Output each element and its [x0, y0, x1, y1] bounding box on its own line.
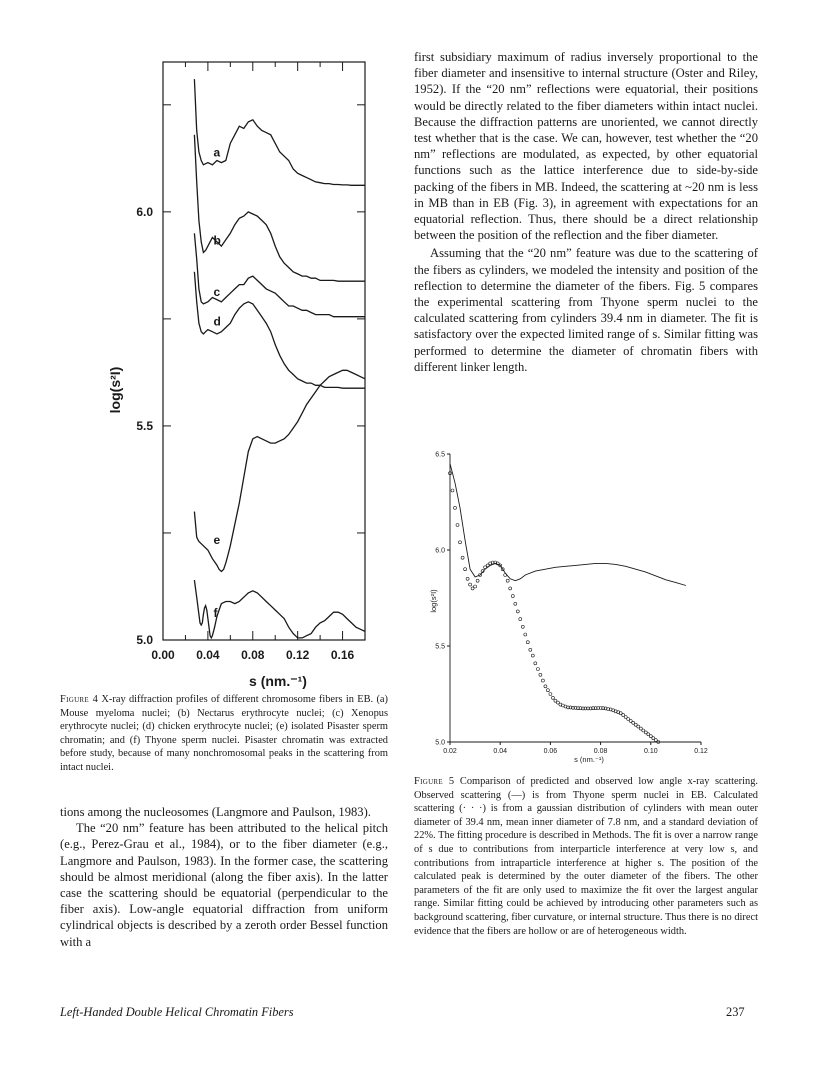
- figure-4-x-tick-label: 0.12: [285, 648, 310, 662]
- figure-4-axes: [136, 62, 365, 662]
- figure-5-calculated-point: [544, 685, 547, 688]
- figure-5-calculated-point: [541, 679, 544, 682]
- figure-5-curves: [449, 464, 686, 744]
- figure-5-calculated-point: [539, 673, 542, 676]
- figure-4-label-e: e: [213, 533, 221, 548]
- figure-5-calculated-point: [461, 556, 464, 559]
- figure-4-label-f: f: [213, 605, 218, 620]
- figure-5-calculated-point: [476, 579, 479, 582]
- figure-5-calculated-point: [469, 583, 472, 586]
- figure-4-caption-text: X-ray diffraction profiles of different chromosome fibers in EB. (a) Mouse myeloma nuclei; (b) Nectarus erythrocyte nuclei; (c) Xenopus erythrocyte nuclei; (d) chicken erythrocyte nuclei; (e) isolated Pisaster sperm chromatin; and (f) Thyone sperm nuclei. Pisaster chromatin was extracted before study, because of many nonchromosomal peaks in the scattering from intact nuclei.: [60, 694, 389, 773]
- figure-5-calculated-point: [466, 577, 469, 580]
- figure-5-calculated-point: [521, 625, 524, 628]
- figure-5-caption-text: Comparison of predicted and observed low angle x-ray scattering. Observed scattering (—) is from Thyone sperm nuclei in EB. Calculated scattering (· · ·) is from a gaussian distribution of cylinders with mean outer diameter of 39.4 nm, mean inner diameter of 7.8 nm, and a standard deviation of 22%. The fitting procedure is described in Methods. The fit is over a narrow range of s due to contributions from interparticle interference at very low s, and contributions from intraparticle interference at higher s. The position of the calculated peak is determined by the outer diameter of the fibers. The other parameters of the fit are only used to maximize the fit over the largest angular range. Similar fitting could be achieved by introducing other parameters such as background scattering, fiber curvature, or internal structure. Thus there is no direct evidence that the fibers are hollow or are of heterogeneous width.: [414, 776, 759, 937]
- figure-5-x-tick-label: 0.08: [593, 748, 608, 755]
- figure-5-caption: [414, 775, 758, 938]
- figure-4-x-tick-label: 0.00: [151, 648, 175, 662]
- figure-5-calculated-point: [534, 662, 537, 665]
- figure-4-x-tick-label: 0.16: [330, 648, 355, 662]
- figure-5-calculated-point: [474, 585, 477, 588]
- figure-5-caption-label: Figure 5: [414, 776, 455, 787]
- figure-5-calculated-point: [516, 610, 519, 613]
- figure-5-calculated-point: [504, 574, 507, 577]
- figure-5-calculated-point: [546, 689, 549, 692]
- figure-5-observed-curve: [450, 464, 686, 586]
- figure-4-curve-f: [194, 580, 365, 638]
- figure-4-y-tick-label: 6.0: [136, 204, 153, 219]
- figure-4-y-tick-label: 5.0: [136, 633, 153, 647]
- page-number: 237: [726, 1005, 745, 1019]
- figure-4-label-a: a: [213, 145, 221, 160]
- figure-4-label-d: d: [213, 314, 221, 329]
- figure-5-calculated-point: [514, 602, 517, 605]
- left-column-text: [60, 804, 388, 950]
- figure-5-calculated-point: [551, 696, 554, 699]
- figure-4-chart: [100, 50, 385, 690]
- figure-5-calculated-point: [454, 506, 457, 509]
- figure-4-xlabel: s (nm.⁻¹): [249, 673, 307, 689]
- figure-5-y-tick-label: 6.0: [435, 547, 445, 555]
- figure-5-calculated-point: [536, 668, 539, 671]
- running-title: Left-Handed Double Helical Chromatin Fibers: [60, 1005, 294, 1019]
- figure-4-y-tick-label: 5.5: [136, 418, 153, 433]
- figure-4-label-b: b: [213, 233, 221, 248]
- figure-5-calculated-point: [511, 595, 514, 598]
- figure-4-curve-labels: [214, 146, 221, 620]
- left-paragraph-1: tions among the nucleosomes (Langmore and Paulson, 1983).: [60, 805, 371, 819]
- figure-5-calculated-point: [464, 568, 467, 571]
- figure-5-calculated-point: [531, 654, 534, 657]
- figure-5-y-tick-label: 5.5: [435, 643, 445, 651]
- figure-5-y-tick-label: 6.5: [435, 451, 445, 459]
- figure-5-calculated-point: [509, 587, 512, 590]
- figure-4-caption-label: Figure 4: [60, 694, 99, 705]
- figure-4-x-tick-label: 0.08: [241, 648, 265, 662]
- figure-4-ylabel: log(s²I): [107, 366, 123, 414]
- figure-5-calculated-point: [529, 648, 532, 651]
- figure-4-curves: [194, 79, 365, 638]
- figure-5-calculated-point: [524, 633, 527, 636]
- right-paragraph-1: first subsidiary maximum of radius inversely proportional to the fiber diameter and insensitive to internal structure (Oster and Riley, 1952). If the “20 nm” reflections were equatorial, their positions would be directly related to the fiber diameters within intact nuclei. Because the diffraction patterns are unoriented, we cannot directly test whether that is the case. We can, however, test whether the “20 nm” reflections are modulated, as expected, by other equatorial functions such as the lattice interference due to side-by-side packing of the fibers in MB. Indeed, the scattering at ~20 nm is less in MB than in EB (Fig. 3), in agreement with expectations for an equatorial reflection. Thus, there should be a direct relationship between the position of the reflection and the fiber diameter.: [414, 50, 758, 243]
- figure-5-x-tick-label: 0.06: [543, 748, 558, 755]
- figure-5-axes: [435, 452, 708, 756]
- figure-4-frame: [163, 62, 365, 640]
- figure-5-x-tick-label: 0.02: [443, 748, 457, 755]
- right-paragraph-2: Assuming that the “20 nm” feature was due to the scattering of the fibers as cylinders, we modeled the intensity and position of the reflection to determine the diameter of the fibers. Fig. 5 compares the experimental scattering from Thyone sperm nuclei to the calculated scattering from cylinders 39.4 nm in diameter. The fit is satisfactory over the expected limited range of s. Similar fitting was performed to determine the diameter of chromatin fibers with different linker length.: [414, 246, 758, 374]
- figure-5-calculated-point: [519, 618, 522, 621]
- figure-4-caption: [60, 693, 388, 775]
- figure-5-calculated-point: [451, 489, 454, 492]
- figure-5-x-tick-label: 0.10: [643, 748, 658, 755]
- figure-4-x-tick-label: 0.04: [196, 648, 220, 662]
- left-paragraph-2: The “20 nm” feature has been attributed to the helical pitch (e.g., Perez-Grau et al., 1984), or to the fiber diameter (e.g., Langmore and Paulson, 1983). In the former case, the scattering should be almost meridional (along the fiber axis). In the latter case the scattering should be equatorial (perpendicular to the fiber axis). Low-angle equatorial diffraction from uniform cylindrical objects is described by a zeroth order Bessel function with a: [60, 821, 388, 949]
- figure-4-curve-a: [194, 79, 365, 185]
- figure-5-ylabel: log(s²I): [429, 589, 438, 613]
- figure-5-y-tick-label: 5.0: [435, 739, 445, 747]
- figure-5-calculated-point: [526, 641, 529, 644]
- right-column-text: [414, 49, 758, 375]
- figure-5-xlabel: s (nm.⁻¹): [574, 755, 604, 764]
- figure-5-calculated-point: [549, 693, 552, 696]
- figure-4-label-c: c: [213, 284, 221, 299]
- figure-5-calculated-point: [459, 541, 462, 544]
- figure-5-calculated-point: [456, 524, 459, 527]
- figure-5-calculated-point: [506, 579, 509, 582]
- figure-5-x-tick-label: 0.12: [694, 748, 708, 755]
- figure-5-x-tick-label: 0.04: [493, 748, 508, 755]
- figure-5-chart: [428, 446, 728, 768]
